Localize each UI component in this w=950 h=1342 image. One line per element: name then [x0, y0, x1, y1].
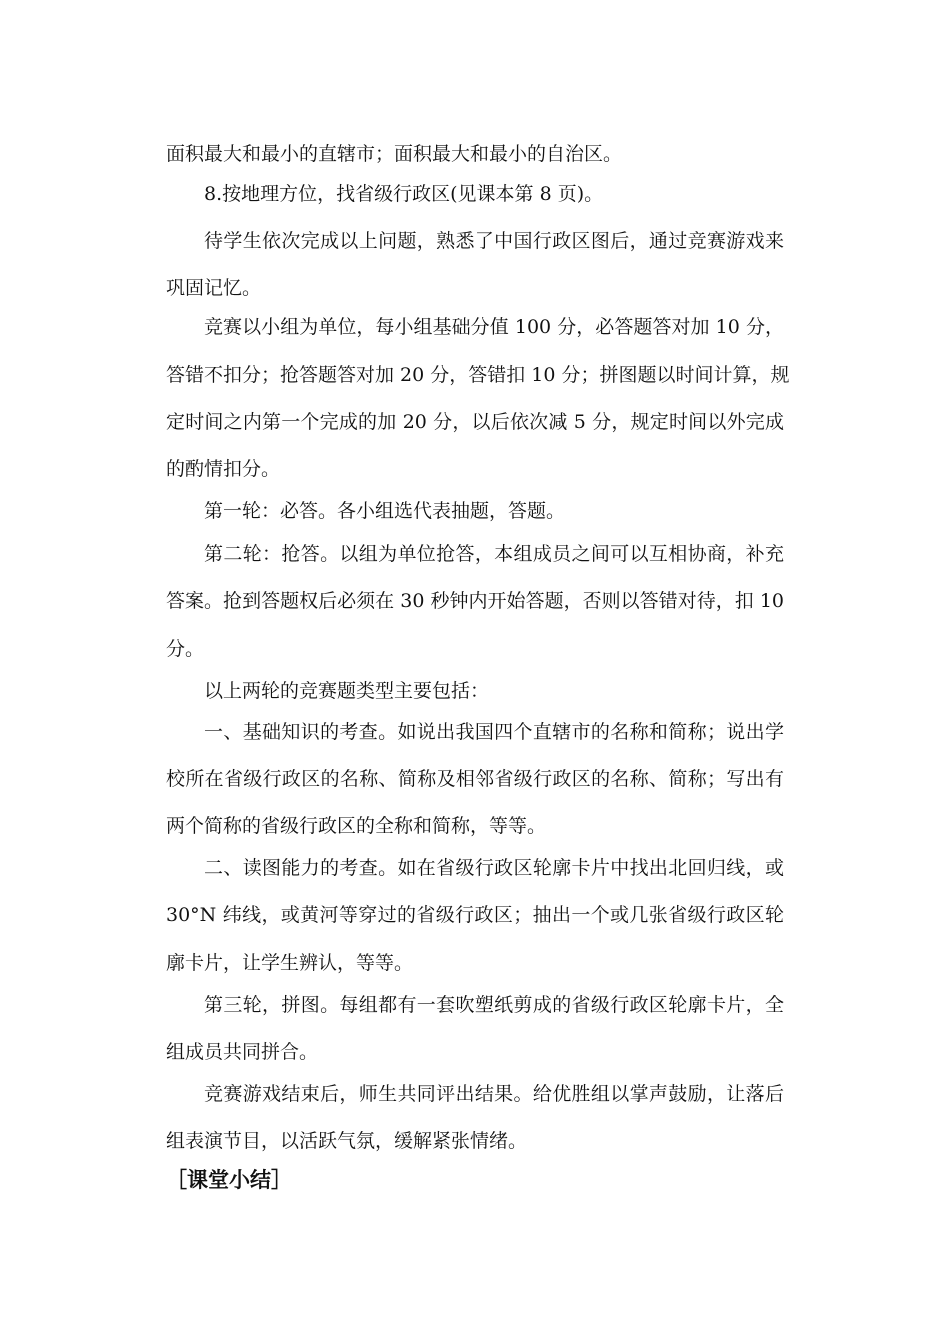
text-line-8: 的酌情扣分。	[166, 458, 281, 480]
text-line-2: 8.按地理方位，找省级行政区(见课本第 8 页)。	[204, 183, 604, 205]
text-line-16: 两个简称的省级行政区的全称和简称，等等。	[166, 815, 547, 837]
text-line-13: 以上两轮的竞赛题类型主要包括：	[204, 680, 490, 702]
text-line-1: 面积最大和最小的直辖市；面积最大和最小的自治区。	[166, 143, 623, 165]
text-line-17: 二、读图能力的考查。如在省级行政区轮廓卡片中找出北回归线，或	[204, 857, 784, 879]
text-line-23: 组表演节目，以活跃气氛，缓解紧张情绪。	[166, 1130, 528, 1152]
text-line-22: 竞赛游戏结束后，师生共同评出结果。给优胜组以掌声鼓励，让落后	[204, 1083, 784, 1105]
text-line-4: 巩固记忆。	[166, 277, 262, 299]
text-line-15: 校所在省级行政区的名称、简称及相邻省级行政区的名称、简称；写出有	[166, 768, 784, 790]
text-line-18: 30°N 纬线，或黄河等穿过的省级行政区；抽出一个或几张省级行政区轮	[166, 904, 784, 926]
text-line-7: 定时间之内第一个完成的加 20 分，以后依次减 5 分，规定时间以外完成	[166, 411, 784, 433]
text-line-5: 竞赛以小组为单位，每小组基础分值 100 分，必答题答对加 10 分，	[204, 316, 784, 338]
section-heading: ［课堂小结］	[166, 1168, 292, 1192]
text-line-6: 答错不扣分；抢答题答对加 20 分，答错扣 10 分；拼图题以时间计算，规	[166, 364, 790, 386]
text-line-12: 分。	[166, 638, 205, 660]
text-line-14: 一、基础知识的考查。如说出我国四个直辖市的名称和简称；说出学	[204, 721, 784, 743]
text-line-11: 答案。抢到答题权后必须在 30 秒钟内开始答题，否则以答错对待，扣 10	[166, 590, 784, 612]
text-line-9: 第一轮：必答。各小组选代表抽题，答题。	[204, 500, 566, 522]
text-line-3: 待学生依次完成以上问题，熟悉了中国行政区图后，通过竞赛游戏来	[204, 230, 784, 252]
text-line-21: 组成员共同拼合。	[166, 1041, 319, 1063]
text-line-20: 第三轮，拼图。每组都有一套吹塑纸剪成的省级行政区轮廓卡片，全	[204, 994, 784, 1016]
text-line-10: 第二轮：抢答。以组为单位抢答，本组成员之间可以互相协商，补充	[204, 543, 784, 565]
text-line-19: 廓卡片，让学生辨认，等等。	[166, 952, 414, 974]
